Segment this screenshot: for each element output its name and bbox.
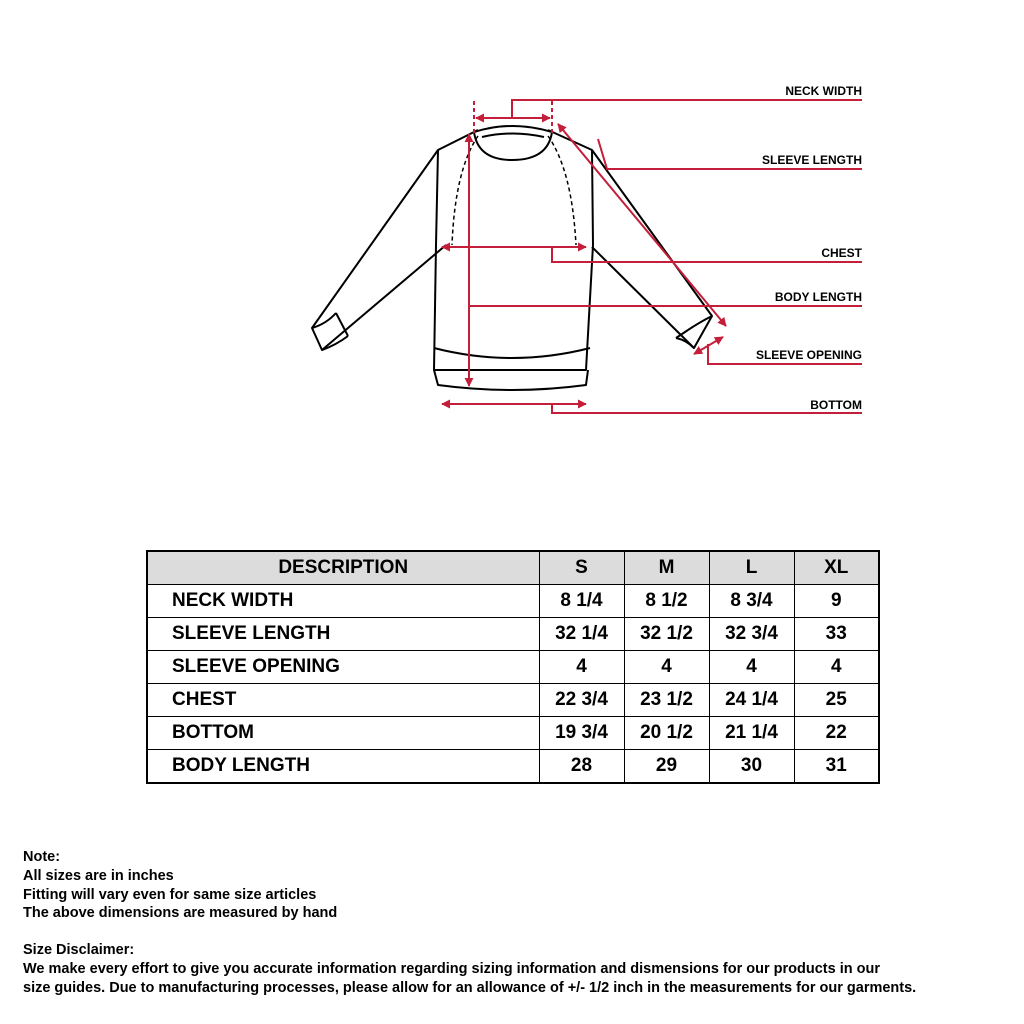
- size-chart-table: [146, 550, 880, 784]
- cell-value: 32 1/4: [539, 618, 624, 651]
- header-size-s: S: [539, 551, 624, 585]
- header-size-l: L: [709, 551, 794, 585]
- table-row: [147, 585, 879, 618]
- label-sleeve-length: SLEEVE LENGTH: [761, 153, 862, 167]
- table-row: [147, 750, 879, 784]
- table-row: [147, 651, 879, 684]
- cell-value: 22: [794, 717, 879, 750]
- cell-value: 32 3/4: [709, 618, 794, 651]
- cell-value: 33: [794, 618, 879, 651]
- header-size-xl: XL: [794, 551, 879, 585]
- header-description: DESCRIPTION: [147, 551, 539, 585]
- measurement-lines: [442, 100, 862, 413]
- row-label: BOTTOM: [147, 717, 539, 750]
- label-body-length: BODY LENGTH: [774, 290, 862, 304]
- row-label: BODY LENGTH: [147, 750, 539, 784]
- cell-value: 9: [794, 585, 879, 618]
- cell-value: 22 3/4: [539, 684, 624, 717]
- row-label: SLEEVE OPENING: [147, 651, 539, 684]
- cell-value: 28: [539, 750, 624, 784]
- cell-value: 8 1/2: [624, 585, 709, 618]
- label-chest: CHEST: [821, 246, 862, 260]
- cell-value: 20 1/2: [624, 717, 709, 750]
- note-line: All sizes are in inches: [23, 867, 174, 884]
- cell-value: 25: [794, 684, 879, 717]
- table-row: [147, 684, 879, 717]
- note-title: Note:: [23, 849, 61, 865]
- note-line: The above dimensions are measured by hand: [23, 905, 338, 922]
- cell-value: 31: [794, 750, 879, 784]
- table-header-row: [147, 551, 879, 585]
- cell-value: 8 3/4: [709, 585, 794, 618]
- cell-value: 8 1/4: [539, 585, 624, 618]
- notes-section: [23, 848, 1013, 998]
- label-neck-width: NECK WIDTH: [785, 84, 862, 98]
- disclaimer-line: We make every effort to give you accurate information regarding sizing information and dismensions for our products in our: [23, 960, 880, 977]
- cell-value: 4: [794, 651, 879, 684]
- row-label: SLEEVE LENGTH: [147, 618, 539, 651]
- cell-value: 19 3/4: [539, 717, 624, 750]
- cell-value: 4: [624, 651, 709, 684]
- cell-value: 21 1/4: [709, 717, 794, 750]
- raglan-seams: [452, 136, 576, 245]
- cell-value: 29: [624, 750, 709, 784]
- cell-value: 23 1/2: [624, 684, 709, 717]
- note-line: Fitting will vary even for same size articles: [23, 886, 317, 903]
- disclaimer-line: size guides. Due to manufacturing processes, please allow for an allowance of +/- 1/2 inch in the measurements for our garments.: [23, 979, 917, 996]
- cell-value: 32 1/2: [624, 618, 709, 651]
- header-size-m: M: [624, 551, 709, 585]
- table-row: [147, 717, 879, 750]
- cell-value: 4: [539, 651, 624, 684]
- table-row: [147, 618, 879, 651]
- disclaimer-title: Size Disclaimer:: [23, 942, 135, 959]
- row-label: NECK WIDTH: [147, 585, 539, 618]
- label-bottom: BOTTOM: [810, 398, 862, 412]
- label-sleeve-opening: SLEEVE OPENING: [755, 348, 862, 362]
- cell-value: 30: [709, 750, 794, 784]
- sweater-outline: [312, 126, 712, 390]
- neck-width-leader: [512, 100, 862, 118]
- cell-value: 4: [709, 651, 794, 684]
- cell-value: 24 1/4: [709, 684, 794, 717]
- row-label: CHEST: [147, 684, 539, 717]
- sweater-measurement-diagram: [0, 0, 1024, 440]
